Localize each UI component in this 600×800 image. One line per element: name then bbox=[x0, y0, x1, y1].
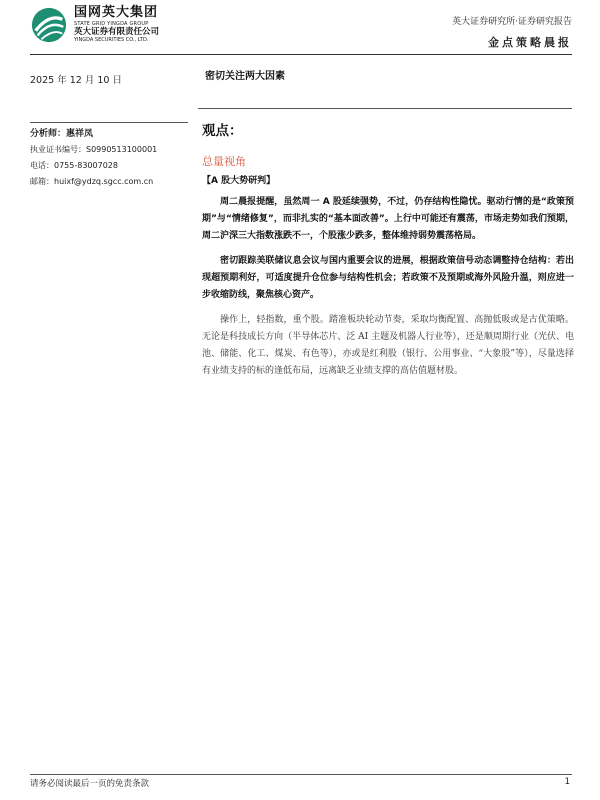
logo-cn-name: 国网英大集团 bbox=[74, 5, 159, 20]
logo-company-cn: 英大证券有限责任公司 bbox=[74, 27, 160, 37]
analyst-name: 分析师：惠祥凤 bbox=[30, 129, 94, 139]
content-divider bbox=[198, 108, 572, 109]
analyst-email: 邮箱：huixf@ydzq.sgcc.com.cn bbox=[30, 177, 154, 186]
logo-company-en: YINGDA SECURITIES CO., LTD. bbox=[74, 37, 149, 43]
section-title: 总量视角 bbox=[202, 155, 246, 168]
paragraph-2: 密切跟踪美联储议息会议与国内重要会议的进展，根据政策信号动态调整持仓结构：若出现超预期利好，可适度提升仓位参与结构性机会；若政策不及预期或海外风险升温，则应进一步收缩防线，聚焦核心资产。 bbox=[202, 256, 574, 300]
institute-name: 英大证券研究所·证券研究报告 bbox=[452, 17, 572, 27]
report-series-title: 金点策略晨报 bbox=[488, 36, 572, 49]
analyst-cert: 执业证书编号：S0990513100001 bbox=[30, 145, 158, 154]
state-grid-logo-icon bbox=[30, 6, 68, 44]
paragraph-3: 操作上，轻指数，重个股。踏准板块轮动节奏，采取均衡配置、高抛低吸或是古优策略。无论是科技成长方向（半导体芯片、泛 AI 主题及机器人行业等），还是顺周期行业（光伏、电池、储能、化工、煤炭、有色等），亦或是红利股（银行、公用事业、“大象股”等），尽量选择有业绩支持的标的逢低布局，远离缺乏业绩支撑的高估值题材股。 bbox=[202, 315, 574, 376]
disclaimer-note: 请务必阅读最后一页的免责条款 bbox=[30, 779, 150, 789]
report-date: 2025 年 12 月 10 日 bbox=[30, 75, 122, 86]
analyst-info bbox=[30, 126, 195, 190]
footer-divider bbox=[30, 774, 572, 775]
viewpoint-heading: 观点： bbox=[202, 123, 243, 139]
analyst-phone: 电话：0755-83007028 bbox=[30, 161, 118, 170]
header-divider bbox=[30, 54, 572, 55]
report-subject: 密切关注两大因素 bbox=[205, 71, 285, 82]
page-number: 1 bbox=[564, 777, 570, 787]
company-logo bbox=[30, 4, 190, 48]
paragraph-1: 周二晨报提醒，虽然周一 A 股延续强势，不过，仍存结构性隐忧。驱动行情的是“政策预期”与“情绪修复”，而非扎实的“基本面改善”。上行中可能还有震荡，市场走势如我们预期，周二沪深三大指数涨跌不一，个股涨少跌多，整体维持弱势震荡格局。 bbox=[202, 197, 574, 241]
logo-en-name: STATE GRID YINGDA GROUP bbox=[74, 21, 149, 27]
sidebar-divider bbox=[30, 122, 188, 123]
report-body bbox=[202, 174, 574, 388]
section-tag: 【A 股大势研判】 bbox=[202, 176, 276, 186]
